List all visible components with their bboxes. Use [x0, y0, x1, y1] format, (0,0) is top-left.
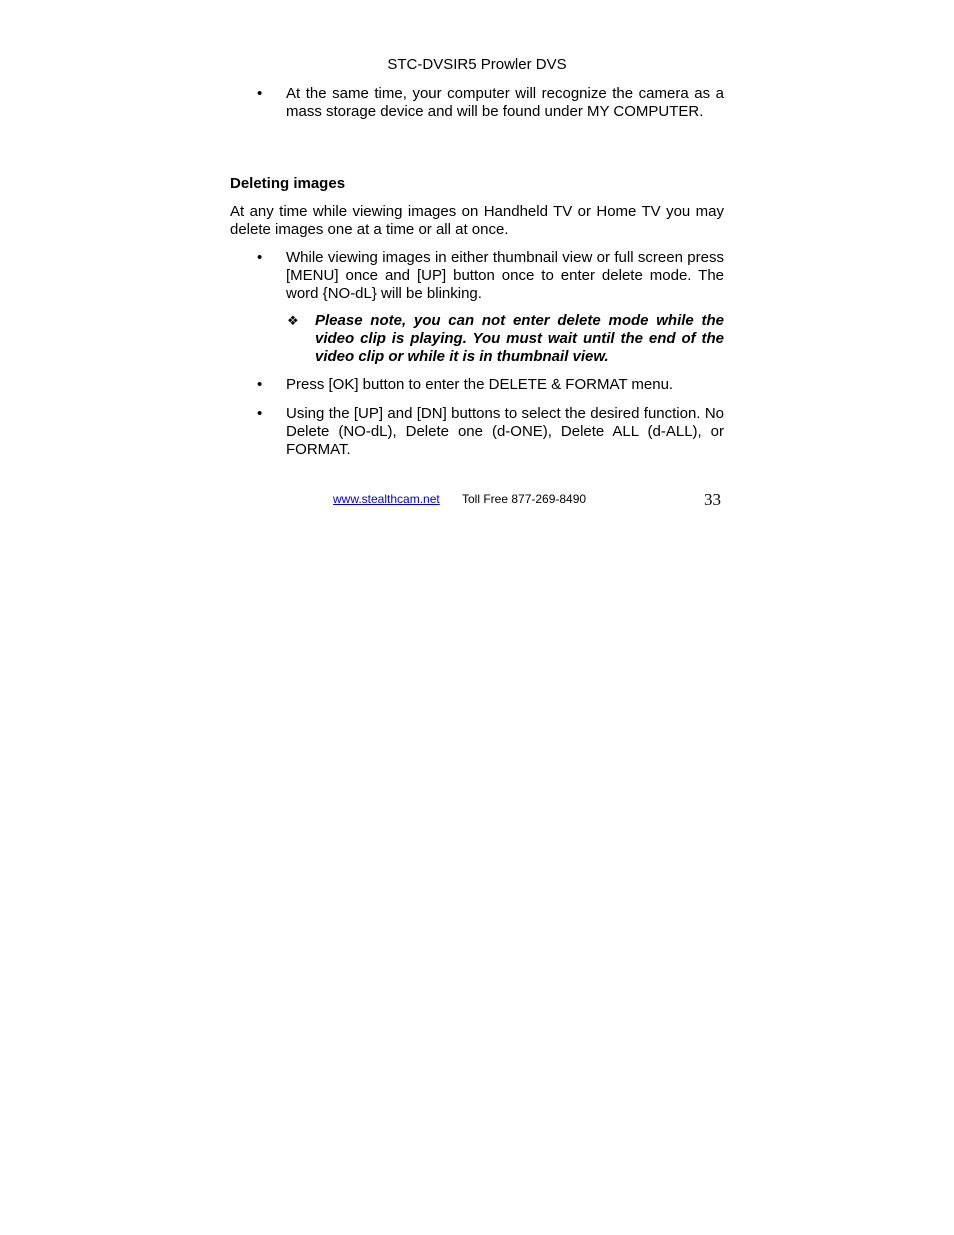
- section-heading: Deleting images: [230, 175, 346, 192]
- toll-free-phone: Toll Free 877-269-8490: [462, 492, 587, 506]
- intro-bullet-text: At the same time, your computer will recognize the camera as a mass storage device and will be found under MY COMPUTER.: [286, 85, 724, 120]
- bullet-marker: •: [257, 249, 263, 266]
- intro-bullet: [257, 85, 724, 121]
- note-text: Please note, you can not enter delete mode while the video clip is playing. You must wait until the end of the video clip or while it is in thumbnail view.: [315, 312, 724, 365]
- list-item-text: While viewing images in either thumbnail view or full screen press [MENU] once and [UP] button once to enter delete mode. The word {NO-dL} will be blinking.: [286, 249, 724, 302]
- bullet-marker: •: [257, 376, 263, 393]
- diamond-bullet-icon: ❖: [287, 313, 299, 328]
- list-item: [257, 249, 724, 303]
- list-item: [257, 376, 724, 394]
- section-paragraph: At any time while viewing images on Handheld TV or Home TV you may delete images one at a time or all at once.: [230, 203, 724, 238]
- list-item: [257, 405, 724, 459]
- bullet-marker: •: [257, 405, 263, 422]
- page-number: 33: [704, 490, 721, 509]
- bullet-marker: •: [257, 85, 263, 102]
- website-link[interactable]: www.stealthcam.net: [333, 492, 440, 506]
- page-header-title: STC-DVSIR5 Prowler DVS: [387, 56, 567, 73]
- note-item: [286, 312, 724, 366]
- list-item-text: Press [OK] button to enter the DELETE & FORMAT menu.: [286, 376, 674, 393]
- list-item-text: Using the [UP] and [DN] buttons to select the desired function. No Delete (NO-dL), Delete one (d-ONE), Delete ALL (d-ALL), or FORMAT.: [286, 405, 724, 458]
